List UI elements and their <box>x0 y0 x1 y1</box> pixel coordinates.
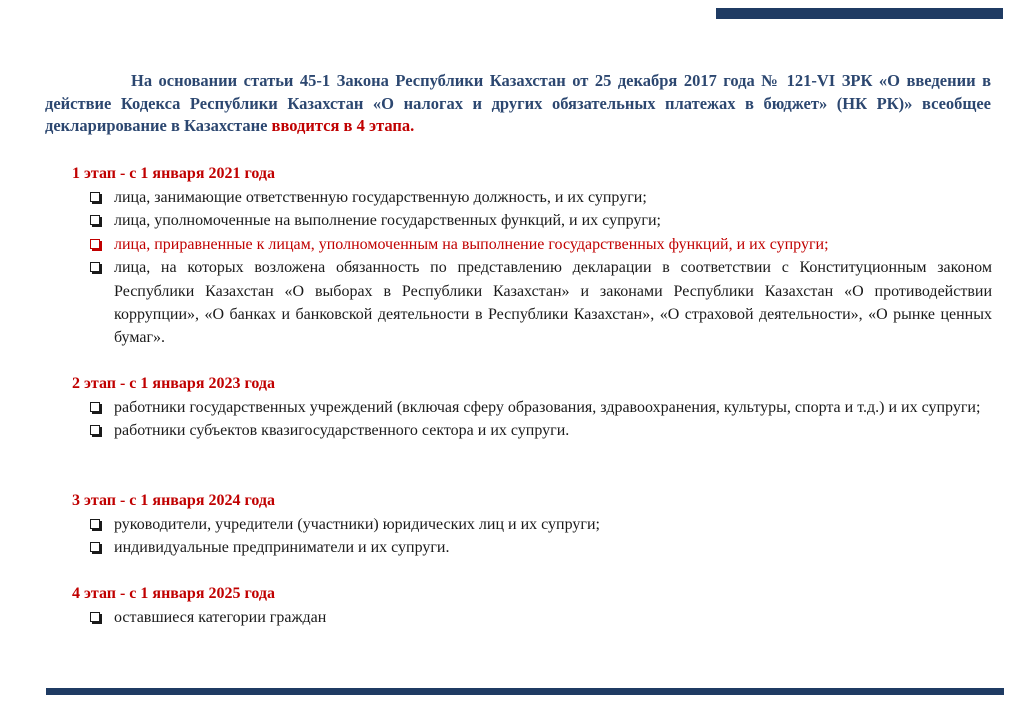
stage-1 <box>72 163 992 350</box>
checkbox-bullet-icon <box>90 262 100 272</box>
list-item-text: оставшиеся категории граждан <box>114 609 327 626</box>
list-item-text: лица, приравненные к лицам, уполномоченным на выполнение государственных функций, и их супруги; <box>114 235 829 253</box>
list-item-highlighted <box>72 233 992 256</box>
list-item-text: лица, занимающие ответственную государственную должность, и их супруги; <box>114 189 647 206</box>
stage-3 <box>72 490 992 560</box>
stage-2-title: 2 этап - с 1 января 2023 года <box>72 375 275 392</box>
list-item <box>72 256 992 350</box>
list-item <box>72 513 992 536</box>
list-item-text: лица, уполномоченные на выполнение государственных функций, и их супруги; <box>114 212 661 230</box>
list-item-text: лица, на которых возложена обязанность по представлению декларации в соответствии с Конституционным законом Республики Казахстан «О выборах в Республики Казахстан» и законами Республики Казахстан «О противодействии коррупции», «О банках и банковской деятельности в Республики Казахстан», «О страховой деятельности», «О рынке ценных бумаг». <box>114 259 992 347</box>
checkbox-bullet-icon <box>90 425 100 435</box>
checkbox-bullet-icon <box>90 612 100 622</box>
list-item <box>72 536 992 559</box>
list-item-text: работники государственных учреждений (включая сферу образования, здравоохранения, культуры, спорта и т.д.) и их супруги; <box>114 399 981 416</box>
stage-2 <box>72 373 992 443</box>
checkbox-bullet-icon <box>90 192 100 202</box>
bottom-decorative-bar <box>46 688 1004 695</box>
stage-3-title: 3 этап - с 1 января 2024 года <box>72 492 275 509</box>
checkbox-bullet-icon <box>90 519 100 529</box>
list-item <box>72 186 992 209</box>
stage-4-list <box>72 606 992 629</box>
stage-1-list <box>72 186 992 350</box>
list-item-text: руководители, учредители (участники) юридических лиц и их супруги; <box>114 516 600 533</box>
stage-1-title: 1 этап - с 1 января 2021 года <box>72 165 275 182</box>
stage-2-list <box>72 396 992 443</box>
list-item <box>72 209 992 232</box>
intro-paragraph <box>45 70 991 138</box>
intro-highlight: вводится в 4 этапа. <box>271 116 415 135</box>
stage-4-title: 4 этап - с 1 января 2025 года <box>72 585 275 602</box>
list-item <box>72 396 992 419</box>
intro-text: На основании статьи 45-1 Закона Республики Казахстан от 25 декабря 2017 года № 121-VI ЗРК «О введении в действие Кодекса Республики Казахстан «О налогах и других обязательных платежах в бюджет» (НК РК)» всеобщее декларирование в Казахстане <box>45 71 991 135</box>
checkbox-bullet-icon <box>90 215 100 225</box>
checkbox-bullet-icon <box>90 402 100 412</box>
stage-3-list <box>72 513 992 560</box>
list-item <box>72 606 992 629</box>
top-decorative-bar <box>716 8 1003 19</box>
checkbox-bullet-icon <box>90 239 100 249</box>
checkbox-bullet-icon <box>90 542 100 552</box>
list-item-text: работники субъектов квазигосударственного сектора и их супруги. <box>114 422 570 440</box>
list-item <box>72 419 992 442</box>
stage-4 <box>72 583 992 629</box>
list-item-text: индивидуальные предприниматели и их супруги. <box>114 539 450 557</box>
